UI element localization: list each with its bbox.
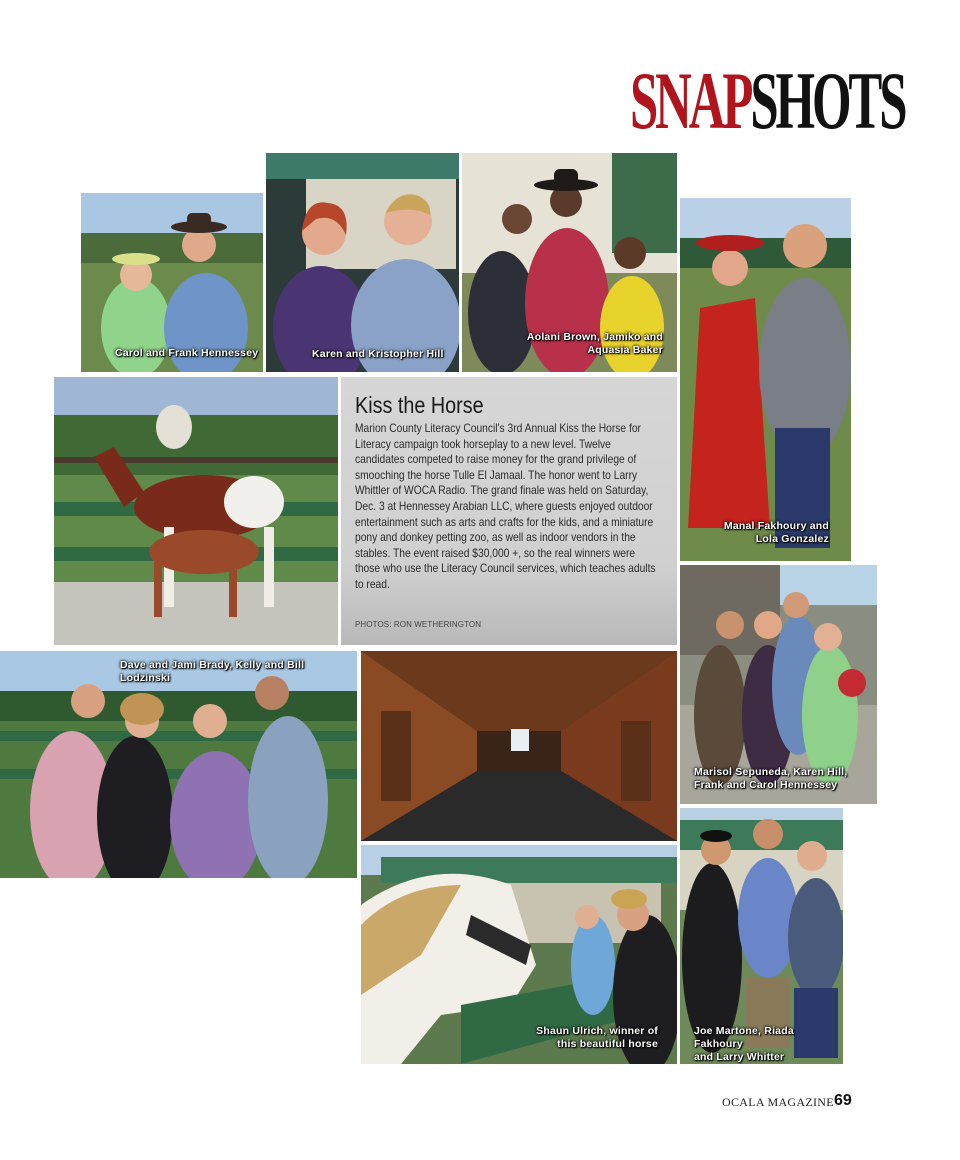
photo-caption: Karen and Kristopher Hill [312, 348, 444, 360]
article-body: Marion County Literacy Council's 3rd Annual Kiss the Horse for Literacy campaign took horseplay to a new level. Twelve candidates competed to raise money for the grand privilege of smooching the horse Tulle El Jamaal. The honor went to Larry Whittler of WOCA Radio. The grand finale was held on Saturday, Dec. 3 at Hennessey Arabian LLC, where guests enjoyed outdoor entertainment such as arts and crafts for the kids, and a miniature pony and donkey petting zoo, as well as indoor vendors in the stables. The event raised $30,000 +, so the real winners were those who use the Literacy Council services, which teaches adults to read. [355, 421, 656, 591]
photo-joe-riada-larry [680, 808, 843, 1064]
photo-brady-lodzinski [0, 651, 357, 878]
photo-caption: Marisol Sepuneda, Karen Hill, Frank and Carol Hennessey [694, 766, 848, 791]
photo-caption: Shaun Ulrich, winner of this beautiful horse [536, 1025, 658, 1050]
photo-marisol-karen-frank-carol [680, 565, 877, 804]
magazine-name: OCALA MAGAZINE [722, 1095, 834, 1109]
photo-caption: Aolani Brown, Jamiko and Aquasia Baker [526, 331, 663, 356]
photo-shaun-ulrich-horse [361, 845, 677, 1064]
section-title-snap: SNAP [630, 55, 751, 146]
photo-manal-lola [680, 198, 851, 561]
photo-stable-interior [361, 651, 677, 841]
photo-caption: Dave and Jami Brady, Kelly and Bill Lodzinski [120, 659, 305, 684]
photo-carol-frank-hennessey [81, 193, 263, 372]
photo-caption: Carol and Frank Hennessey [115, 347, 259, 359]
article-headline: Kiss the Horse [355, 392, 484, 418]
section-title [630, 55, 905, 146]
photo-credit: PHOTOS: RON WETHERINGTON [355, 620, 482, 629]
section-title-shots: SHOTS [750, 55, 905, 146]
photo-aolani-jamiko-aquasia [462, 153, 677, 372]
page-number: 69 [834, 1092, 852, 1109]
photo-caption: Joe Martone, Riada Fakhoury and Larry Whitter [694, 1025, 794, 1063]
kiss-the-horse-article [341, 377, 677, 645]
photo-caption: Manal Fakhoury and Lola Gonzalez [723, 520, 829, 545]
photo-horse-and-foal [54, 377, 338, 645]
photo-karen-kristopher-hill [266, 153, 459, 372]
